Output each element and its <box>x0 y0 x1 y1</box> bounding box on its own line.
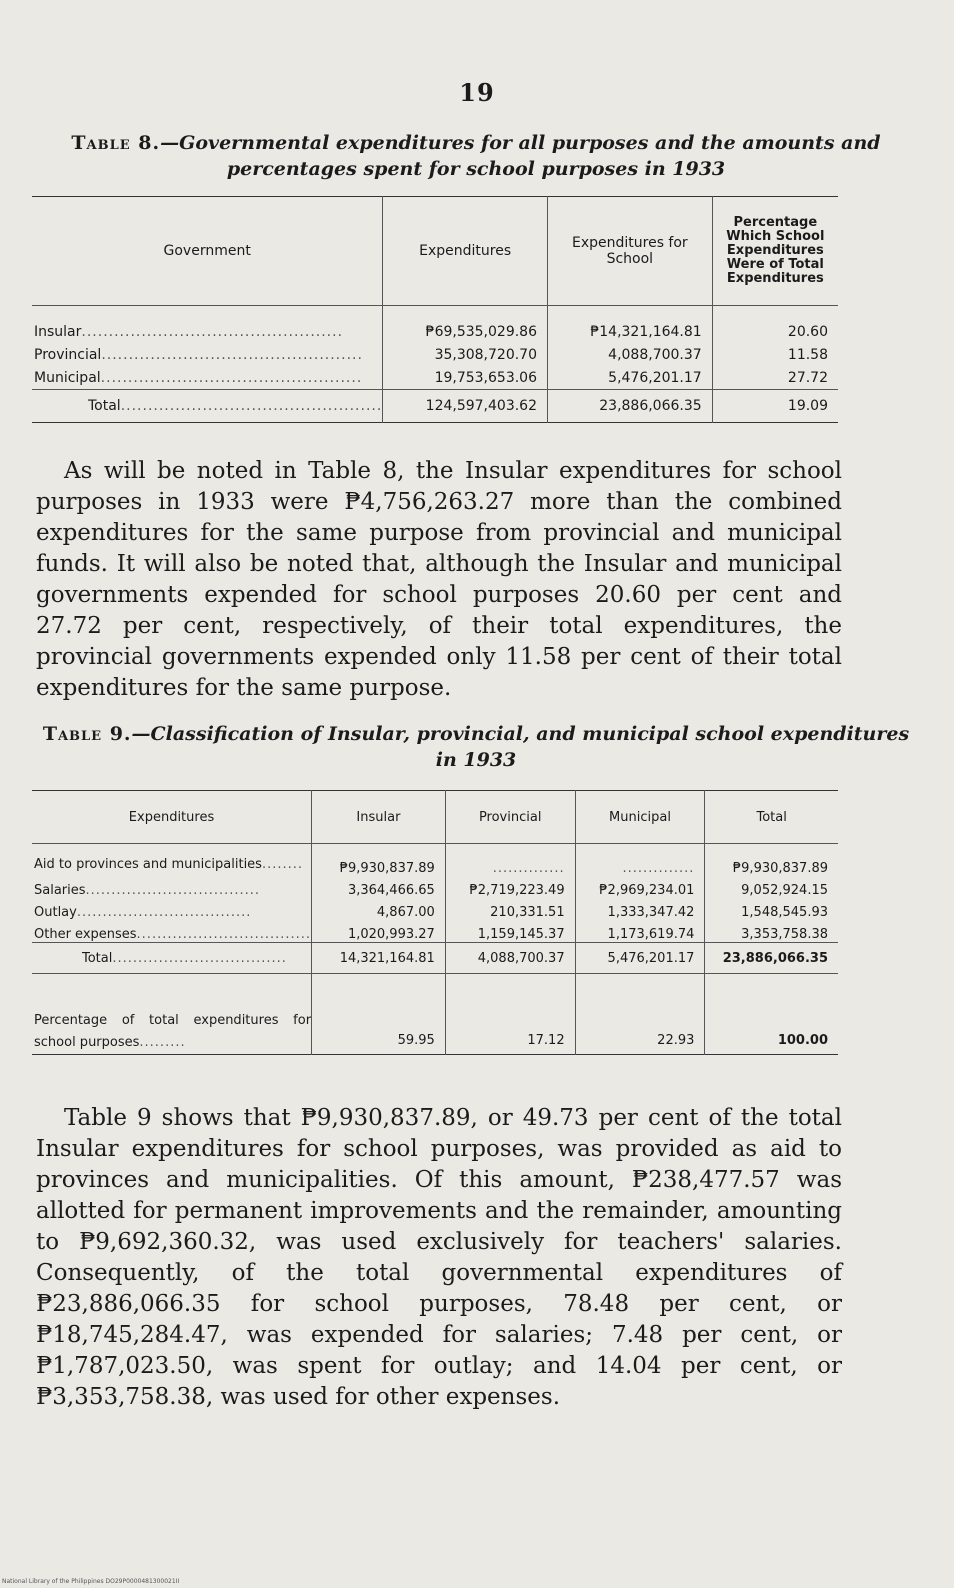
table9-label: Table 9. <box>42 723 132 745</box>
table8-header-percentage: Percentage Which School Expenditures Were of Total Expenditures <box>712 197 838 306</box>
table9-caption <box>36 721 916 773</box>
table9-cell-total: ₱9,930,837.89 <box>705 844 838 877</box>
table8-header-expenditures: Expenditures <box>383 197 548 306</box>
table-row <box>32 343 838 366</box>
table8-label: Table 8. <box>71 132 161 154</box>
table9-cell-total: 9,052,924.15 <box>705 876 838 898</box>
table9-cell-name: Salaries.................................. <box>34 883 261 898</box>
table8-total-row <box>32 390 838 423</box>
table8-cell-name: Total................................................ <box>32 390 383 423</box>
table8-cell-school: 5,476,201.17 <box>548 366 713 390</box>
table8-cell-exp: 124,597,403.62 <box>383 390 548 423</box>
table9-percentage-row <box>32 974 838 1055</box>
table8-cell-exp: ₱69,535,029.86 <box>383 306 548 344</box>
table9-cell-municipal: ₱2,969,234.01 <box>575 876 705 898</box>
table9-header-municipal: Municipal <box>575 791 705 844</box>
table8-cell-name: Insular................................................ <box>34 323 344 340</box>
table-row <box>32 366 838 390</box>
table-row <box>32 844 838 877</box>
table9-cell-insular: 59.95 <box>312 974 446 1055</box>
paragraph-1: As will be noted in Table 8, the Insular expenditures for school purposes in 1933 were ₱4,756,263.27 more than the combined expenditures for the same purpose from provincial and municipal funds. It will also be noted that, although the Insular and municipal governments expended for school purposes 20.60 per cent and 27.72 per cent, respectively, of their total expenditures, the provincial governments expended only 11.58 per cent of their total expenditures for the same purpose. <box>36 458 842 701</box>
table9-cell-insular: 1,020,993.27 <box>312 920 446 943</box>
table8-header-row <box>32 197 838 306</box>
table9-cell-insular: 4,867.00 <box>312 898 446 920</box>
table9-cell-name: Aid to provinces and municipalities........ <box>34 857 304 872</box>
table9-title: —Classification of Insular, provincial, and municipal school expenditures in 1933 <box>131 723 910 771</box>
scan-footer: National Library of the Philippines DO29P0000481300021II <box>2 1578 180 1585</box>
table9-cell-provincial: .............. <box>445 844 575 877</box>
table9-cell-provincial: 1,159,145.37 <box>445 920 575 943</box>
table8-cell-pct: 11.58 <box>712 343 838 366</box>
table9 <box>32 790 838 1055</box>
table8-cell-name: Provincial................................................ <box>34 346 363 363</box>
table9-cell-provincial: 210,331.51 <box>445 898 575 920</box>
table9-cell-name: Outlay.................................. <box>34 905 252 920</box>
table9-cell-total: 100.00 <box>705 974 838 1055</box>
table8-cell-exp: 35,308,720.70 <box>383 343 548 366</box>
table-row <box>32 920 838 943</box>
table-row <box>32 876 838 898</box>
table8-cell-pct: 19.09 <box>712 390 838 423</box>
table8-cell-school: ₱14,321,164.81 <box>548 306 713 344</box>
table8-caption <box>36 130 916 182</box>
table8-cell-pct: 27.72 <box>712 366 838 390</box>
table9-cell-municipal: .............. <box>575 844 705 877</box>
table8-cell-school: 4,088,700.37 <box>548 343 713 366</box>
table9-header-insular: Insular <box>312 791 446 844</box>
table9-cell-municipal: 5,476,201.17 <box>575 943 705 974</box>
table-row <box>32 898 838 920</box>
page-number: 19 <box>459 78 495 107</box>
table9-cell-insular: 14,321,164.81 <box>312 943 446 974</box>
table8-cell-exp: 19,753,653.06 <box>383 366 548 390</box>
table-row <box>32 306 838 344</box>
table9-header-total: Total <box>705 791 838 844</box>
table9-cell-total: 23,886,066.35 <box>705 943 838 974</box>
table9-cell-insular: 3,364,466.65 <box>312 876 446 898</box>
table8-header-government: Government <box>32 197 383 306</box>
table9-cell-municipal: 1,333,347.42 <box>575 898 705 920</box>
table9-header-expenditures: Expenditures <box>32 791 312 844</box>
table9-cell-total: 3,353,758.38 <box>705 920 838 943</box>
table8-title: —Governmental expenditures for all purposes and the amounts and percentages spent for school purposes in 1933 <box>160 132 881 180</box>
table9-cell-provincial: 17.12 <box>445 974 575 1055</box>
table9-cell-provincial: 4,088,700.37 <box>445 943 575 974</box>
table9-cell-total: 1,548,545.93 <box>705 898 838 920</box>
table9-cell-municipal: 22.93 <box>575 974 705 1055</box>
table9-cell-name: Percentage of total expenditures for school purposes......... <box>34 1013 312 1050</box>
table9-header-provincial: Provincial <box>445 791 575 844</box>
paragraph-2: Table 9 shows that ₱9,930,837.89, or 49.73 per cent of the total Insular expenditures for school purposes, was provided as aid to provinces and municipalities. Of this amount, ₱238,477.57 was allotted for permanent improvements and the remainder, amounting to ₱9,692,360.32, was used exclusively for teachers' salaries. Consequently, of the total governmental expenditures of ₱23,886,066.35 for school purposes, 78.48 per cent, or ₱18,745,284.47, was expended for salaries; 7.48 per cent, or ₱1,787,023.50, was spent for outlay; and 14.04 per cent, or ₱3,353,758.38, was used for other expenses. <box>36 1105 842 1410</box>
table8-cell-pct: 20.60 <box>712 306 838 344</box>
table9-header-row <box>32 791 838 844</box>
table8 <box>32 196 838 423</box>
table8-cell-name: Municipal................................................ <box>34 369 363 386</box>
table9-cell-insular: ₱9,930,837.89 <box>312 844 446 877</box>
table9-total-row <box>32 943 838 974</box>
table9-cell-name: Total.................................. <box>32 943 312 974</box>
table9-cell-provincial: ₱2,719,223.49 <box>445 876 575 898</box>
table8-cell-school: 23,886,066.35 <box>548 390 713 423</box>
table9-cell-name: Other expenses.................................. <box>34 927 312 942</box>
table9-cell-municipal: 1,173,619.74 <box>575 920 705 943</box>
table8-header-school: Expenditures for School <box>548 197 713 306</box>
